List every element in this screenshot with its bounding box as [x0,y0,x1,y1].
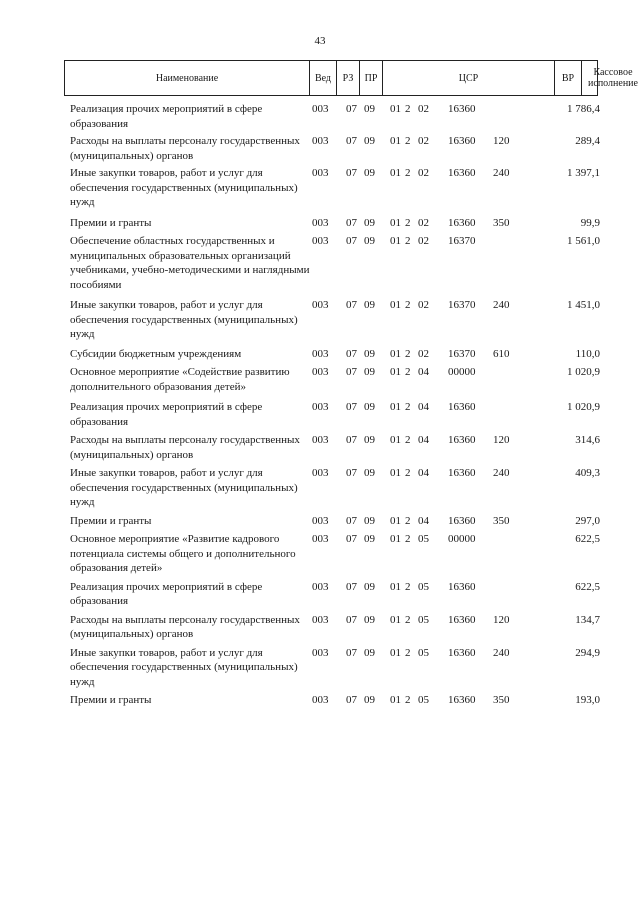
row-sum: 1 451,0 [567,299,600,311]
header-divider [359,61,360,95]
row-csr-program: 01 [390,135,401,147]
row-vr: 350 [493,216,510,229]
row-name: Расходы на выплаты персоналу государственных (муниципальных) органов [70,135,300,162]
row-ved: 003 [312,613,329,626]
row-csr-program: 01 [390,401,401,413]
row-name: Премии и гранты [70,514,152,527]
table-row [0,466,640,510]
row-csr-subprogram: 2 [405,646,411,659]
row-sum: 193,0 [575,694,600,706]
row-sum: 314,6 [575,434,600,446]
row-rz: 07 [346,434,357,446]
row-sum: 622,5 [575,533,600,545]
row-pr: 09 [364,366,375,378]
row-csr-event: 02 [418,299,429,311]
row-vr: 240 [493,167,510,179]
row-rz: 07 [346,514,357,527]
row-csr-program: 01 [390,646,401,659]
row-ved: 003 [312,646,329,659]
table-row [0,433,640,462]
row-ved: 003 [312,533,329,545]
row-vr: 350 [493,694,510,706]
header-csr: ЦСР [458,72,479,84]
row-csr-subprogram: 2 [405,235,411,247]
row-csr-direction: 16370 [448,235,476,247]
row-csr-event: 04 [418,401,429,413]
row-csr-subprogram: 2 [405,366,411,378]
row-ved: 003 [312,401,329,413]
header-sum: Кассовое исполнение [588,67,638,89]
table-row [0,400,640,429]
row-pr: 09 [364,434,375,446]
row-pr: 09 [364,347,375,360]
row-sum: 1 786,4 [567,103,600,115]
table-row [0,102,640,131]
header-name: Наименование [155,72,219,84]
row-csr-direction: 16370 [448,299,476,311]
row-vr: 610 [493,347,510,360]
table-row [0,693,640,708]
row-csr-subprogram: 2 [405,103,411,115]
header-vr: ВР [561,72,575,84]
row-csr-program: 01 [390,216,401,229]
row-csr-subprogram: 2 [405,514,411,527]
row-csr-subprogram: 2 [405,167,411,179]
table-row [0,365,640,394]
table-row [0,216,640,231]
row-sum: 1 020,9 [567,366,600,378]
row-rz: 07 [346,401,357,413]
row-pr: 09 [364,580,375,593]
row-rz: 07 [346,580,357,593]
row-csr-subprogram: 2 [405,533,411,545]
row-csr-subprogram: 2 [405,613,411,626]
row-csr-subprogram: 2 [405,580,411,593]
row-sum: 134,7 [575,613,600,626]
header-pr: ПР [364,72,378,84]
row-csr-subprogram: 2 [405,299,411,311]
row-sum: 409,3 [575,467,600,479]
row-pr: 09 [364,514,375,527]
row-name: Иные закупки товаров, работ и услуг для обеспечения государственных (муниципальных) нужд [70,167,298,208]
row-ved: 003 [312,580,329,593]
row-csr-event: 05 [418,580,429,593]
row-rz: 07 [346,533,357,545]
row-csr-event: 04 [418,366,429,378]
row-sum: 289,4 [575,135,600,147]
table-row [0,646,640,690]
row-name: Премии и гранты [70,216,152,229]
row-csr-subprogram: 2 [405,434,411,446]
row-csr-subprogram: 2 [405,135,411,147]
row-rz: 07 [346,613,357,626]
row-vr: 240 [493,467,510,479]
row-pr: 09 [364,401,375,413]
row-csr-program: 01 [390,514,401,527]
row-vr: 120 [493,135,510,147]
row-rz: 07 [346,216,357,229]
row-csr-direction: 16360 [448,103,476,115]
row-name: Расходы на выплаты персоналу государственных (муниципальных) органов [70,434,300,461]
row-ved: 003 [312,366,329,378]
row-ved: 003 [312,434,329,446]
row-csr-program: 01 [390,580,401,593]
row-csr-direction: 16370 [448,347,476,360]
row-pr: 09 [364,167,375,179]
row-csr-program: 01 [390,366,401,378]
row-pr: 09 [364,235,375,247]
row-rz: 07 [346,299,357,311]
row-csr-direction: 00000 [448,533,476,545]
table-row [0,580,640,609]
row-csr-program: 01 [390,235,401,247]
row-rz: 07 [346,347,357,360]
row-csr-subprogram: 2 [405,347,411,360]
table-row [0,514,640,529]
row-sum: 622,5 [575,580,600,593]
row-rz: 07 [346,467,357,479]
header-rz: РЗ [342,72,354,84]
row-csr-direction: 16360 [448,167,476,179]
row-name: Иные закупки товаров, работ и услуг для обеспечения государственных (муниципальных) нужд [70,299,298,340]
row-sum: 1 561,0 [567,235,600,247]
row-csr-direction: 16360 [448,694,476,706]
row-pr: 09 [364,646,375,659]
row-csr-event: 05 [418,613,429,626]
row-csr-direction: 16360 [448,401,476,413]
row-rz: 07 [346,135,357,147]
row-name: Расходы на выплаты персоналу государственных (муниципальных) органов [70,613,300,640]
row-rz: 07 [346,235,357,247]
row-csr-program: 01 [390,299,401,311]
row-ved: 003 [312,347,329,360]
row-csr-event: 02 [418,103,429,115]
row-csr-subprogram: 2 [405,401,411,413]
row-rz: 07 [346,646,357,659]
row-ved: 003 [312,135,329,147]
table-header [64,60,638,96]
row-csr-event: 04 [418,434,429,446]
row-vr: 240 [493,299,510,311]
row-vr: 350 [493,514,510,527]
row-name: Реализация прочих мероприятий в сфере образования [70,401,263,428]
table-row [0,347,640,362]
row-pr: 09 [364,467,375,479]
row-csr-program: 01 [390,694,401,706]
row-ved: 003 [312,167,329,179]
row-csr-event: 02 [418,135,429,147]
row-ved: 003 [312,216,329,229]
row-ved: 003 [312,299,329,311]
row-csr-event: 02 [418,347,429,360]
row-csr-subprogram: 2 [405,467,411,479]
header-divider [554,61,555,95]
row-csr-program: 01 [390,434,401,446]
row-vr: 120 [493,613,510,626]
table-row [0,166,640,210]
row-name: Основное мероприятие «Содействие развитию дополнительного образования детей» [70,366,290,393]
table-row [0,134,640,163]
row-csr-event: 02 [418,167,429,179]
row-pr: 09 [364,103,375,115]
row-csr-direction: 16360 [448,514,476,527]
header-divider [382,61,383,95]
row-csr-direction: 16360 [448,580,476,593]
row-csr-direction: 16360 [448,646,476,659]
row-rz: 07 [346,366,357,378]
row-csr-event: 02 [418,235,429,247]
row-csr-direction: 16360 [448,216,476,229]
row-csr-direction: 16360 [448,613,476,626]
row-csr-program: 01 [390,167,401,179]
row-name: Субсидии бюджетным учреждениям [70,347,242,360]
row-rz: 07 [346,167,357,179]
row-csr-direction: 16360 [448,434,476,446]
table-row [0,234,640,292]
header-divider [581,61,582,95]
row-csr-program: 01 [390,467,401,479]
row-sum: 99,9 [580,216,600,229]
row-sum: 1 020,9 [567,401,600,413]
row-ved: 003 [312,235,329,247]
table-row [0,532,640,576]
row-rz: 07 [346,103,357,115]
row-name: Премии и гранты [70,694,152,706]
header-divider [309,61,310,95]
table-body [0,102,640,712]
row-name: Реализация прочих мероприятий в сфере образования [70,103,263,130]
row-csr-program: 01 [390,103,401,115]
row-rz: 07 [346,694,357,706]
row-csr-direction: 16360 [448,135,476,147]
row-vr: 240 [493,646,510,659]
row-name: Обеспечение областных государственных и муниципальных образовательных организаций учебниками, учебно-методическими и наглядными пособиями [70,235,310,291]
row-name: Иные закупки товаров, работ и услуг для обеспечения государственных (муниципальных) нужд [70,467,298,508]
row-csr-event: 05 [418,694,429,706]
row-csr-subprogram: 2 [405,216,411,229]
row-csr-event: 02 [418,216,429,229]
row-pr: 09 [364,216,375,229]
row-sum: 1 397,1 [567,167,600,179]
row-name: Иные закупки товаров, работ и услуг для обеспечения государственных (муниципальных) нужд [70,646,298,688]
row-ved: 003 [312,514,329,527]
row-ved: 003 [312,694,329,706]
row-csr-direction: 16360 [448,467,476,479]
row-csr-event: 04 [418,514,429,527]
row-pr: 09 [364,135,375,147]
row-csr-event: 05 [418,533,429,545]
row-ved: 003 [312,467,329,479]
row-csr-direction: 00000 [448,366,476,378]
header-ved: Вед [314,72,332,84]
row-pr: 09 [364,299,375,311]
row-csr-program: 01 [390,533,401,545]
row-vr: 120 [493,434,510,446]
row-csr-event: 05 [418,646,429,659]
row-ved: 003 [312,103,329,115]
row-csr-event: 04 [418,467,429,479]
row-pr: 09 [364,694,375,706]
table-row [0,298,640,342]
row-pr: 09 [364,533,375,545]
row-name: Реализация прочих мероприятий в сфере образования [70,580,263,607]
table-row [0,613,640,642]
page-number: 43 [314,35,326,47]
row-csr-subprogram: 2 [405,694,411,706]
row-csr-program: 01 [390,613,401,626]
row-sum: 110,0 [575,347,600,360]
row-sum: 297,0 [575,514,600,527]
row-csr-program: 01 [390,347,401,360]
row-pr: 09 [364,613,375,626]
row-name: Основное мероприятие «Развитие кадрового потенциала системы общего и дополнительного образования детей» [70,533,296,574]
header-divider [336,61,337,95]
row-sum: 294,9 [575,646,600,659]
